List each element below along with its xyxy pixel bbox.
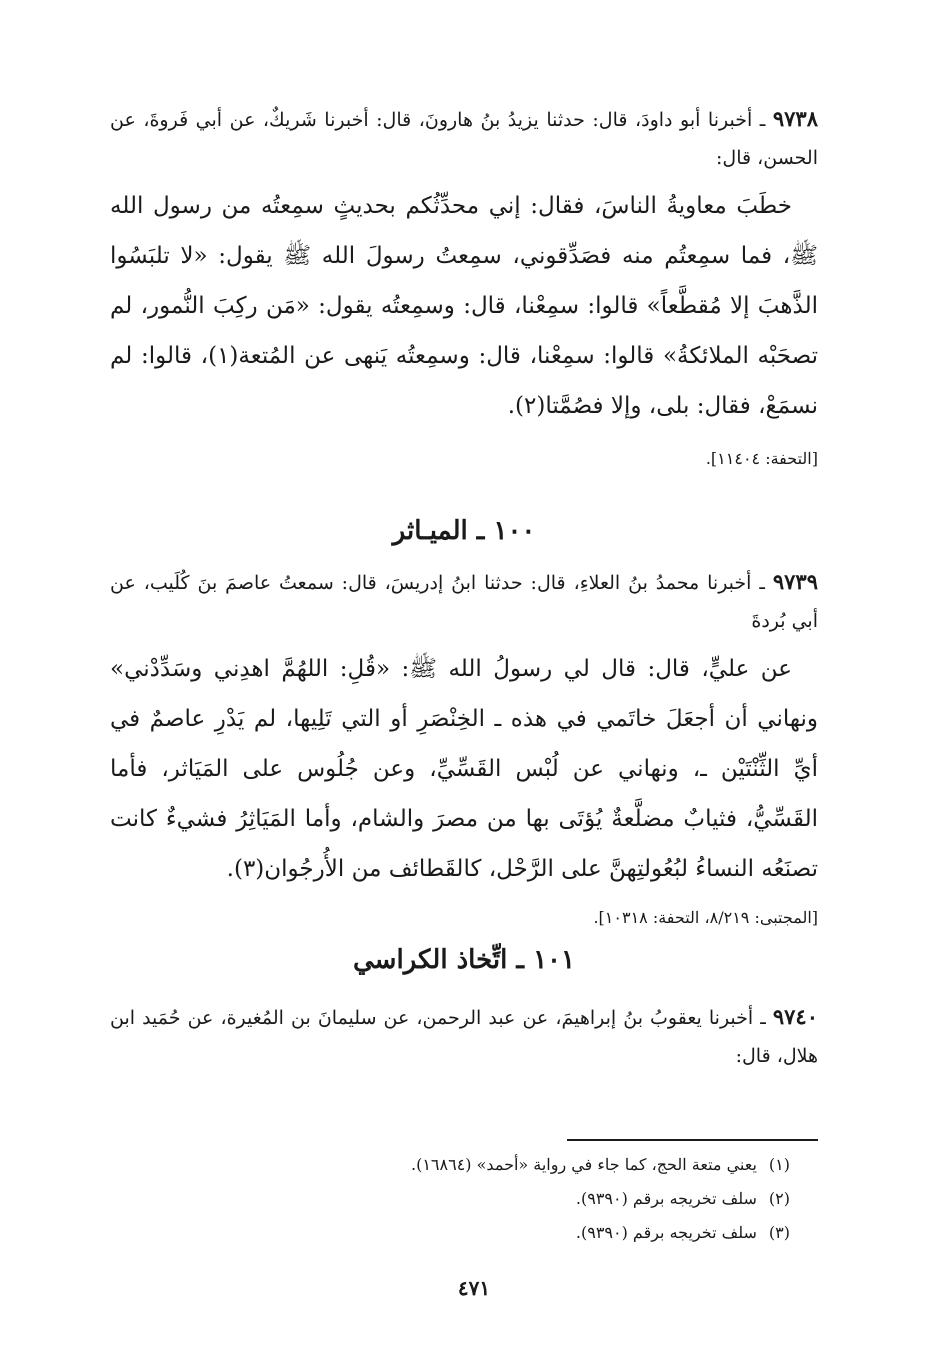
hadith-isnad (110, 563, 818, 640)
hadith-matn: عن عليٍّ، قال: قال لي رسولُ الله ﷺ: «قُلِ: اللهُمَّ اهدِني وسَدِّدْني» ونهاني أن أجعَلَ خاتَمي في هذه ـ الخِنْصَرِ أو التي تَلِيها، لم يَدْرِ عاصمٌ في أيِّ الثِّنْتَيْن ـ، ونهاني عن لُبْس القَسِّيِّ، وعن جُلُوس على المَيَاثر، فأما القَسِّيُّ، فثيابٌ مضلَّعةٌ يُؤتَى بها من مصرَ والشام، وأما المَيَاثِرُ فشيءٌ كانت تصنَعُه النساءُ لبُعُولتِهنَّ على الرَّحْل، كالقَطائف من الأُرجُوان(٣). (110, 656, 818, 882)
footnote-text: سلف تخريجه برقم (٩٣٩٠). (575, 1223, 757, 1242)
footnote-item (230, 1216, 790, 1250)
chapter-heading: ١٠٠ ـ الميـاثر (392, 516, 536, 546)
hadith-number: ٩٧٣٩ (772, 569, 818, 594)
footnote-item (230, 1182, 790, 1216)
chapter-heading: ١٠١ ـ اتِّخاذ الكراسي (353, 945, 575, 975)
hadith-number: ٩٧٤٠ (772, 1004, 818, 1029)
footnote-text: يعني متعة الحج، كما جاء في رواية «أحمد» (١٦٨٦٤). (411, 1155, 757, 1174)
hadith-isnad (110, 998, 818, 1075)
isnad-text: ـ أخبرنا أبو داودَ، قال: حدثنا يزيدُ بنُ هارونَ، قال: أخبرنا شَريكٌ، عن أبي فَروةَ، عن الحسن، قال: (110, 109, 818, 169)
footnotes (230, 1148, 790, 1250)
footnote-marker: (١) (768, 1155, 790, 1174)
footnote-divider (567, 1139, 818, 1141)
hadith-reference: [التحفة: ١١٤٠٤]. (705, 449, 818, 468)
hadith-reference: [المجتبى: ٨/٢١٩، التحفة: ١٠٣١٨]. (593, 908, 818, 927)
footnote-marker: (٣) (768, 1223, 790, 1242)
footnote-marker: (٢) (768, 1189, 790, 1208)
hadith-matn: خطَبَ معاويةُ الناسَ، فقال: إني محدِّثُكم بحديثٍ سمِعتُه من رسول الله ﷺ، فما سمِعتُم منه فصَدِّقوني، سمِعتُ رسولَ الله ﷺ يقول: «لا تلبَسُوا الذَّهبَ إلا مُقطَّعاً» قالوا: سمِعْنا، قال: وسمِعتُه يقول: «مَن ركِبَ النُّمور، لم تصحَبْه الملائكةُ» قالوا: سمِعْنا، قال: وسمِعتُه يَنهى عن المُتعة(١)، قالوا: لم نسمَعْ، فقال: بلى، وإلا فصُمَّتا(٢). (110, 193, 818, 419)
hadith-entry (110, 100, 818, 473)
footnote-text: سلف تخريجه برقم (٩٣٩٠). (575, 1189, 757, 1208)
page-body (110, 100, 818, 1075)
hadith-entry (110, 998, 818, 1075)
hadith-isnad (110, 100, 818, 177)
hadith-entry (110, 563, 818, 932)
isnad-text: ـ أخبرنا يعقوبُ بنُ إبراهيمَ، عن عبد الرحمن، عن سليمانَ بن المُغيرة، عن حُمَيد ابن هلال، قال: (110, 1007, 818, 1067)
page-number: ٤٧١ (457, 1276, 491, 1300)
isnad-text: ـ أخبرنا محمدُ بنُ العلاءِ، قال: حدثنا ابنُ إدريسَ، قال: سمعتُ عاصمَ بنَ كُلَيب، عن أبي بُردةَ (110, 572, 818, 632)
footnote-item (230, 1148, 790, 1182)
hadith-number: ٩٧٣٨ (772, 106, 818, 131)
